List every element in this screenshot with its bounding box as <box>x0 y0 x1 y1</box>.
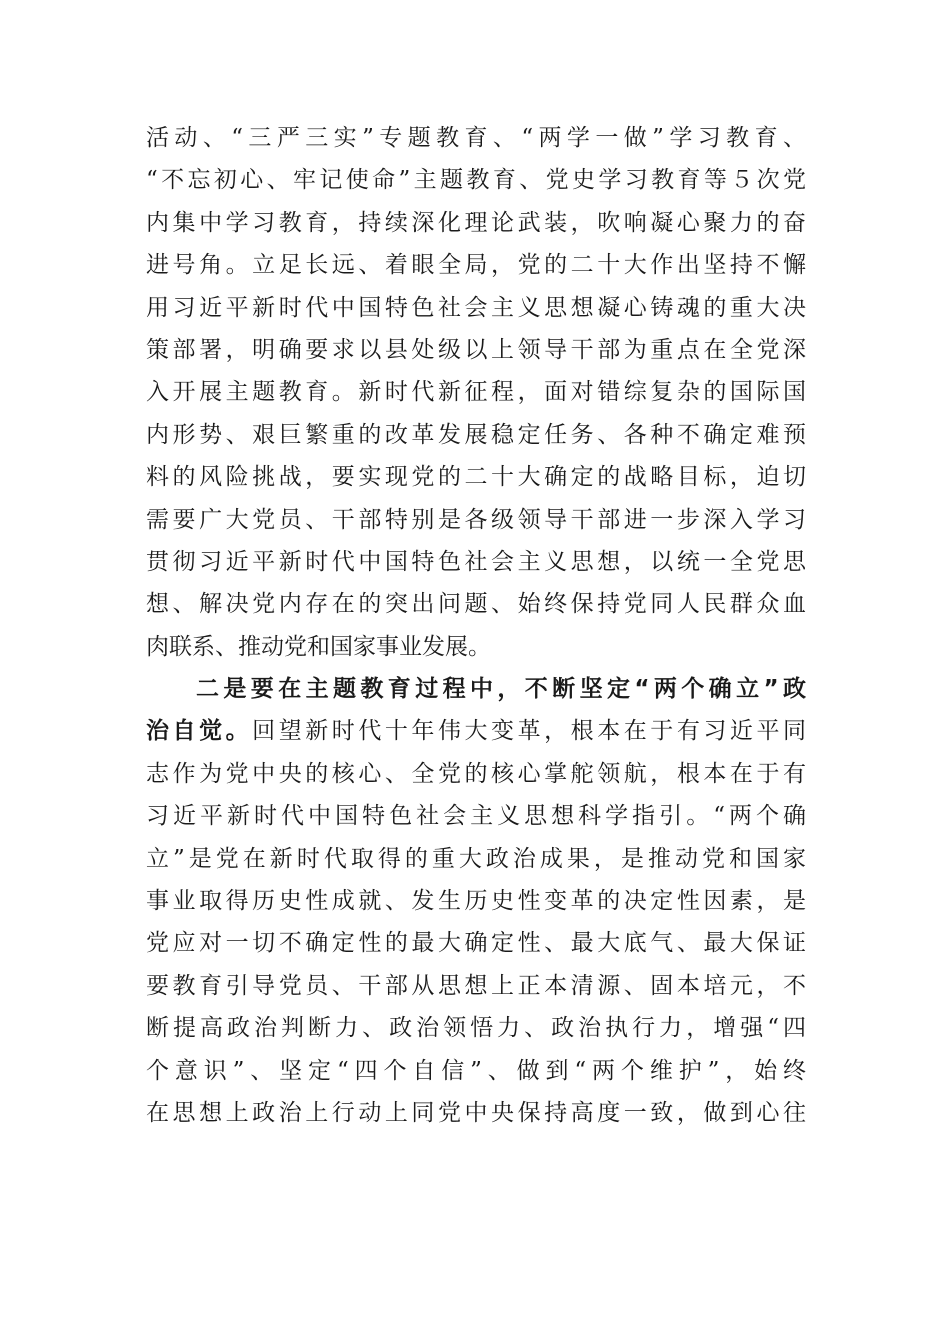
text-line: 要教育引导党员、干部从思想上正本清源、固本培元，不 <box>146 972 806 999</box>
text-line: 习近平新时代中国特色社会主义思想科学指引。“两个确 <box>146 803 806 830</box>
text-line: 志作为党中央的核心、全党的核心掌舵领航，根本在于有 <box>146 760 806 787</box>
text-line: 内形势、艰巨繁重的改革发展稳定任务、各种不确定难预 <box>146 421 806 448</box>
text-line <box>146 710 806 752</box>
text-line: 需要广大党员、干部特别是各级领导干部进一步深入学习 <box>146 506 806 533</box>
paragraph-heading: 二是要在主题教育过程中，不断坚定“两个确立”政 <box>196 676 806 703</box>
paragraph-2 <box>146 668 806 1134</box>
text-line: 事业取得历史性成就、发生历史性变革的决定性因素，是 <box>146 888 806 915</box>
text-line: 活动、“三严三实”专题教育、“两学一做”学习教育、 <box>146 125 806 151</box>
text-line: 党应对一切不确定性的最大确定性、最大底气、最大保证 <box>146 930 806 957</box>
paragraph-1 <box>146 117 806 668</box>
body-text <box>146 117 806 1134</box>
text-line: 立”是党在新时代取得的重大政治成果，是推动党和国家 <box>146 845 806 872</box>
text-line: 用习近平新时代中国特色社会主义思想凝心铸魂的重大决 <box>146 294 806 321</box>
heading-continuation: 治自觉。 <box>146 718 253 745</box>
text-line: 策部署，明确要求以县处级以上领导干部为重点在全党深 <box>146 336 806 363</box>
text-line: 肉联系、推动党和国家事业发展。 <box>146 633 491 660</box>
text-line: 内集中学习教育，持续深化理论武装，吹响凝心聚力的奋 <box>146 209 806 236</box>
text-line: 断提高政治判断力、政治领悟力、政治执行力，增强“四 <box>146 1015 806 1042</box>
text-line: 料的风险挑战，要实现党的二十大确定的战略目标，迫切 <box>146 464 806 491</box>
text-span: 回望新时代十年伟大变革，根本在于有习近平同 <box>252 718 807 745</box>
text-line: “不忘初心、牢记使命”主题教育、党史学习教育等５次党 <box>146 167 806 194</box>
text-line: 贯彻习近平新时代中国特色社会主义思想，以统一全党思 <box>146 548 806 575</box>
text-line: 入开展主题教育。新时代新征程，面对错综复杂的国际国 <box>146 379 806 406</box>
text-line: 个意识”、坚定“四个自信”、做到“两个维护”，始终 <box>146 1057 806 1084</box>
text-line: 进号角。立足长远、着眼全局，党的二十大作出坚持不懈 <box>146 252 806 279</box>
text-line: 在思想上政治上行动上同党中央保持高度一致，做到心往 <box>146 1099 806 1126</box>
text-line: 想、解决党内存在的突出问题、始终保持党同人民群众血 <box>146 591 806 618</box>
